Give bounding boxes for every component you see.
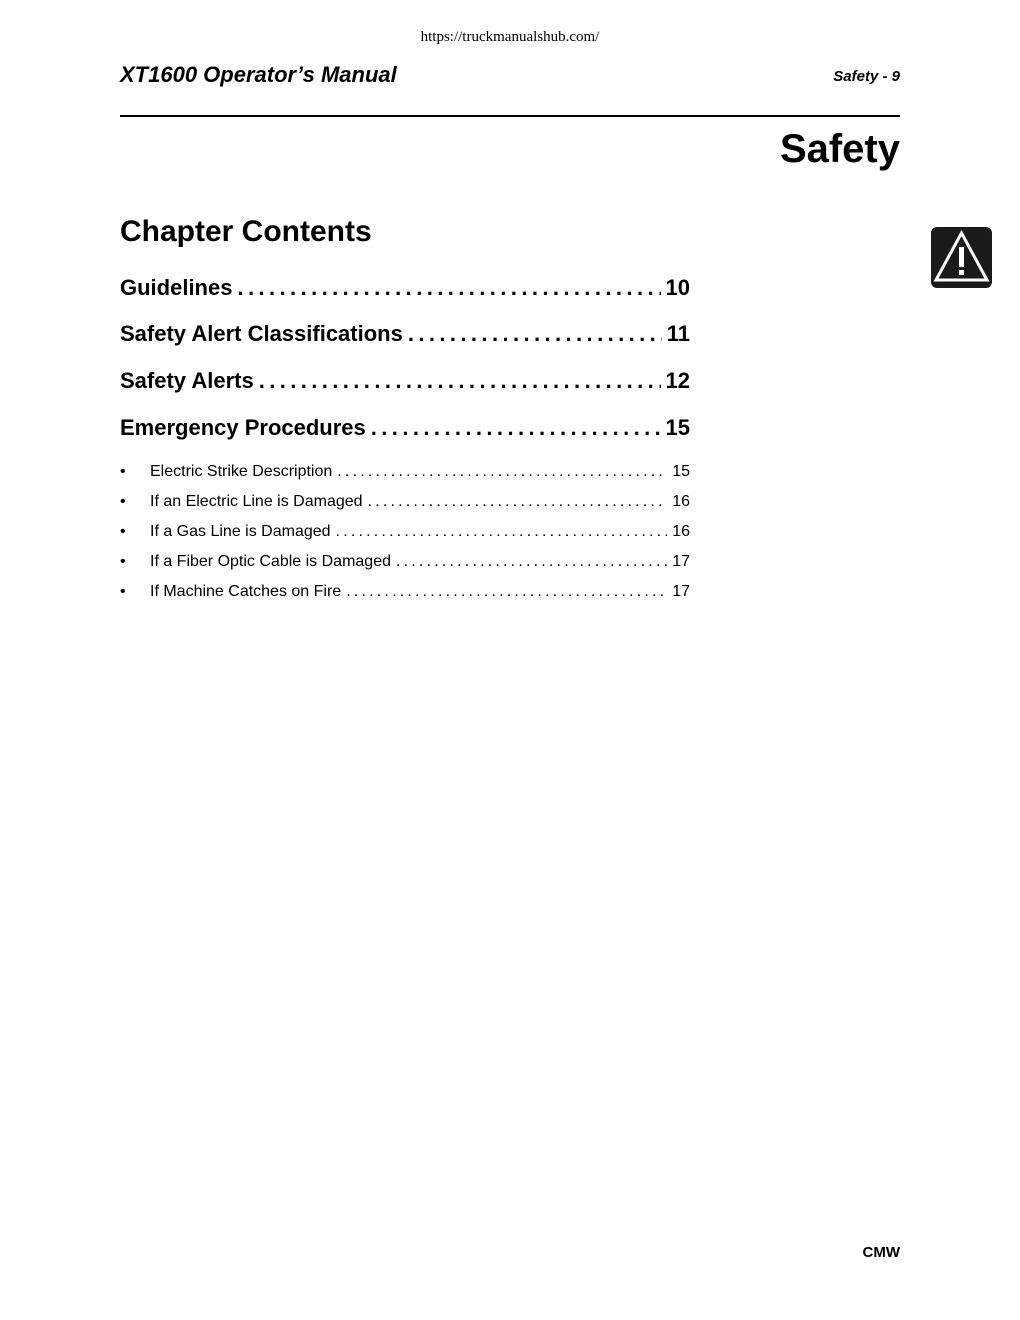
dot-leader bbox=[336, 521, 668, 543]
footer-mark: CMW bbox=[862, 1244, 900, 1261]
dot-leader bbox=[259, 366, 661, 396]
toc-entry-safety-alert-classifications[interactable] bbox=[120, 319, 690, 349]
toc-entry-guidelines[interactable] bbox=[120, 273, 690, 303]
dot-leader bbox=[337, 461, 667, 483]
toc-entry-emergency-procedures[interactable] bbox=[120, 413, 690, 443]
toc-entry-page: 12 bbox=[665, 368, 690, 393]
warning-triangle-icon bbox=[931, 227, 992, 288]
toc-entry-page: 11 bbox=[666, 321, 690, 346]
toc-entry-page: 10 bbox=[665, 275, 690, 300]
dot-leader bbox=[368, 491, 668, 513]
toc-subentry-label: If Machine Catches on Fire bbox=[150, 583, 342, 600]
dot-leader bbox=[346, 581, 667, 603]
toc-subentry-page: 16 bbox=[672, 493, 690, 510]
dot-leader bbox=[396, 551, 667, 573]
toc-subentry-label: If a Fiber Optic Cable is Damaged bbox=[150, 553, 391, 570]
bullet: • bbox=[120, 463, 126, 480]
toc-subentry-page: 15 bbox=[672, 463, 690, 480]
dot-leader bbox=[371, 413, 661, 443]
bullet: • bbox=[120, 523, 126, 540]
toc-subentry-page: 16 bbox=[672, 523, 690, 540]
toc-subentry-electric-line-damaged[interactable] bbox=[120, 491, 690, 513]
toc-entry-label: Emergency Procedures bbox=[120, 415, 366, 440]
toc-entry-page: 15 bbox=[665, 415, 690, 440]
source-url[interactable]: https://truckmanualshub.com/ bbox=[420, 29, 600, 45]
page-reference: Safety - 9 bbox=[833, 68, 900, 85]
toc-entry-safety-alerts[interactable] bbox=[120, 366, 690, 396]
contents-heading: Chapter Contents bbox=[120, 215, 372, 248]
toc-subentry-electric-strike-description[interactable] bbox=[120, 461, 690, 483]
header-divider bbox=[120, 115, 900, 117]
toc-subentry-label: If a Gas Line is Damaged bbox=[150, 523, 331, 540]
dot-leader bbox=[237, 273, 660, 303]
toc-subentry-page: 17 bbox=[672, 583, 690, 600]
toc-entry-label: Safety Alert Classifications bbox=[120, 321, 403, 346]
toc-entry-label: Guidelines bbox=[120, 275, 233, 300]
toc-subentry-fiber-optic-cable-damaged[interactable] bbox=[120, 551, 690, 573]
toc-subentry-label: If an Electric Line is Damaged bbox=[150, 493, 363, 510]
toc-subentry-machine-catches-on-fire[interactable] bbox=[120, 581, 690, 603]
dot-leader bbox=[408, 319, 662, 349]
chapter-title: Safety bbox=[779, 127, 900, 171]
bullet: • bbox=[120, 583, 126, 600]
bullet: • bbox=[120, 553, 126, 570]
toc-subentry-gas-line-damaged[interactable] bbox=[120, 521, 690, 543]
toc-subentry-label: Electric Strike Description bbox=[150, 463, 333, 480]
bullet: • bbox=[120, 493, 126, 510]
manual-title: XT1600 Operator’s Manual bbox=[120, 62, 397, 87]
toc-subentry-page: 17 bbox=[672, 553, 690, 570]
toc-entry-label: Safety Alerts bbox=[120, 368, 254, 393]
